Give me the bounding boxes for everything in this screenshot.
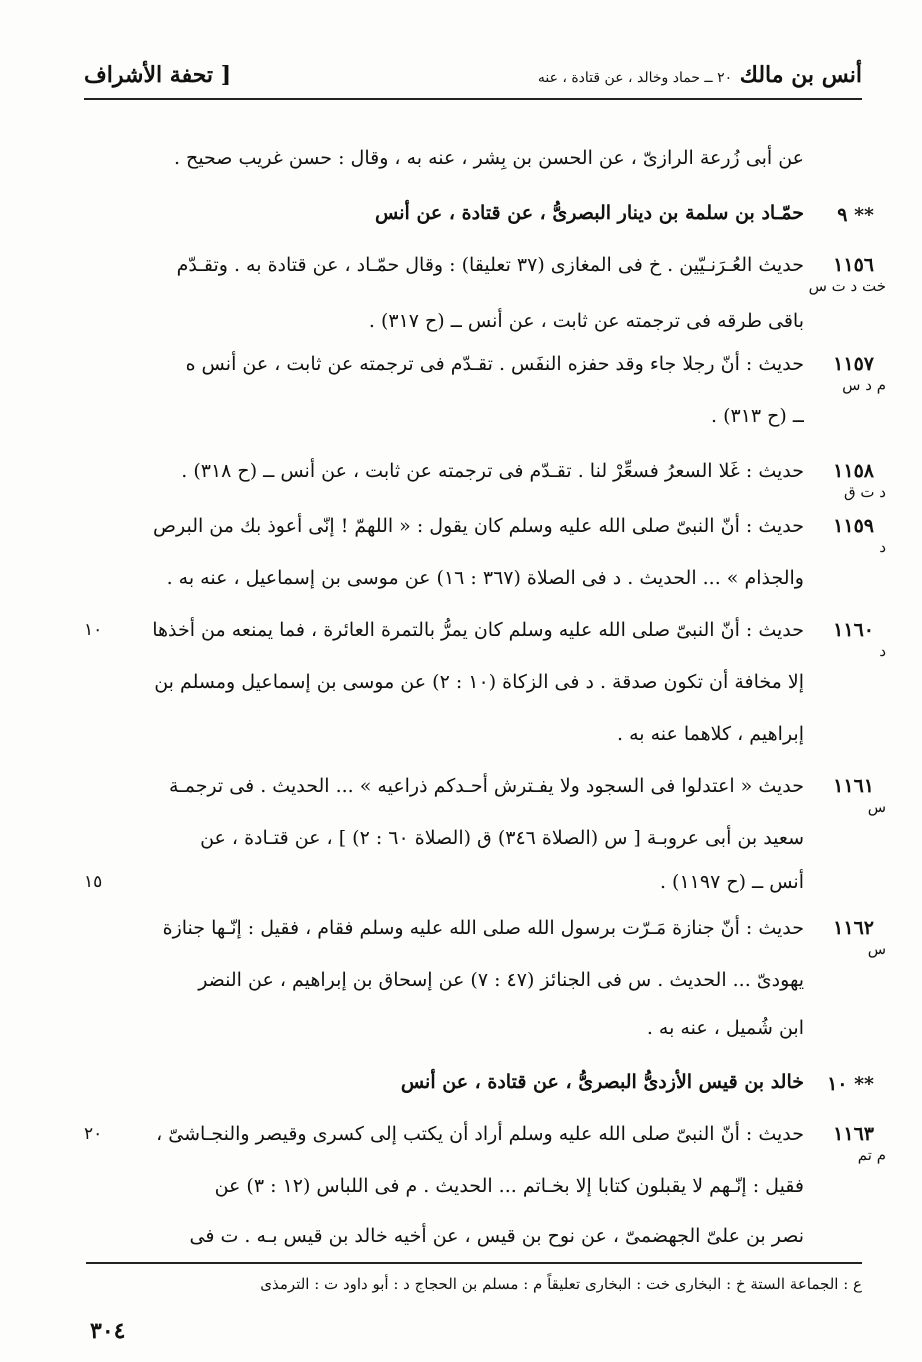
text-line: عن أبى زُرعة الرازىّ ، عن الحسن بن بِشر ، عنه به ، وقال : حسن غريب صحيح . bbox=[173, 147, 804, 169]
text-line: حديث : أنّ النبىّ صلى الله عليه وسلم أراد أن يكتب إلى كسرى وقيصر والنجـاشىّ ، bbox=[156, 1123, 804, 1145]
footer-legend: ع : الجماعة الستة خ : البخارى خت : البخارى تعليقاً م : مسلم بن الحجاج د : أبو داود ت : الترمذى bbox=[260, 1275, 862, 1293]
page-number: ٣٠٤ bbox=[90, 1318, 126, 1344]
hadith-number: ** ٩ bbox=[837, 204, 874, 226]
text-line: حديث « اعتدلوا فى السجود ولا يفـترش أحـدكم ذراعيه » ... الحديث . فى ترجمـة bbox=[168, 775, 804, 797]
hadith-number: ١١٦١ bbox=[833, 775, 874, 797]
text-line: حديث : أنّ النبىّ صلى الله عليه وسلم كان يقول : « اللهمّ ! إنّى أعوذ بك من البرص bbox=[153, 515, 804, 537]
margin-line-number: ١٥ bbox=[84, 872, 103, 892]
text-line: ابن شُميل ، عنه به . bbox=[646, 1017, 804, 1039]
text-line: حديث : أنّ جنازة مَـرّت برسول الله صلى الله عليه وسلم فقام ، فقيل : إنّـها جنازة bbox=[162, 917, 804, 939]
text-line: نصر بن علىّ الجهضمىّ ، عن نوح بن قيس ، عن أخيه خالد بن قيس بـه . ت فى bbox=[189, 1225, 804, 1247]
margin-line-number: ٢٠ bbox=[84, 1124, 103, 1144]
source-sigla: م تم bbox=[857, 1146, 886, 1164]
hadith-number: ١١٦٠ bbox=[833, 619, 874, 641]
text-line: يهودىّ ... الحديث . س فى الجنائز (٤٧ : ٧) عن إسحاق بن إبراهيم ، عن النضر bbox=[198, 969, 804, 991]
header-chapter: ٢٠ ــ حماد وخالد ، عن قتادة ، عنه bbox=[537, 70, 733, 86]
text-line: إلا مخافة أن تكون صدقة . د فى الزكاة (١٠ : ٢) عن موسى بن إسماعيل ومسلم بن bbox=[154, 671, 804, 693]
hadith-number: ١١٦٢ bbox=[833, 917, 874, 939]
footer-rule bbox=[86, 1262, 862, 1264]
hadith-number: ١١٥٦ bbox=[833, 254, 874, 276]
hadith-number: ١١٦٣ bbox=[833, 1123, 874, 1145]
header-author: أنس بن مالك bbox=[739, 62, 862, 88]
text-line: إبراهيم ، كلاهما عنه به . bbox=[616, 723, 804, 745]
text-line: حديث : أنّ النبىّ صلى الله عليه وسلم كان يمرُّ بالتمرة العائرة ، فما يمنعه من أخذها bbox=[152, 619, 804, 641]
text-line: حديث العُـرَنـيّين . خ فى المغازى (٣٧ تعليقا) : وقال حمّـاد ، عن قتادة به . وتقـدّم bbox=[176, 254, 804, 276]
text-line: والجذام » ... الحديث . د فى الصلاة (٣٦٧ : ١٦) عن موسى بن إسماعيل ، عنه به . bbox=[166, 567, 804, 589]
text-line: ــ (ح ٣١٣) . bbox=[710, 405, 804, 427]
text-line: حديث : أنّ رجلا جاء وقد حفزه النفَس . تقـدّم فى ترجمته عن ثابت ، عن أنس ه bbox=[185, 353, 804, 375]
text-line: فقيل : إنّـهم لا يقبلون كتابا إلا بخـاتم ... الحديث . م فى اللباس (١٢ : ٣) عن bbox=[214, 1175, 804, 1197]
source-sigla: م د س bbox=[842, 376, 886, 394]
text-line: حمّـاد بن سلمة بن دينار البصرىُّ ، عن قتادة ، عن أنس bbox=[375, 202, 804, 224]
header-right bbox=[538, 62, 862, 88]
hadith-number: ١١٥٩ bbox=[833, 515, 874, 537]
source-sigla: س bbox=[867, 940, 886, 958]
source-sigla: د ت ق bbox=[844, 483, 886, 501]
text-line: أنس ــ (ح ١١٩٧) . bbox=[659, 871, 804, 893]
hadith-number: ١١٥٧ bbox=[833, 353, 874, 375]
text-line: خالد بن قيس الأزدىُّ البصرىُّ ، عن قتادة ، عن أنس bbox=[400, 1071, 804, 1093]
hadith-number: ** ١٠ bbox=[827, 1073, 874, 1095]
source-sigla: س bbox=[867, 798, 886, 816]
text-line: حديث : غَلا السعرُ فسعِّرْ لنا . تقـدّم فى ترجمته عن ثابت ، عن أنس ــ (ح ٣١٨) . bbox=[181, 460, 804, 482]
hadith-number: ١١٥٨ bbox=[833, 460, 874, 482]
source-sigla: د bbox=[879, 642, 886, 660]
source-sigla: خت د ت س bbox=[808, 277, 886, 295]
source-sigla: د bbox=[879, 538, 886, 556]
text-line: سعيد بن أبى عروبـة [ س (الصلاة ٣٤٦) ق (الصلاة ٦٠ : ٢) ] ، عن قتـادة ، عن bbox=[200, 827, 804, 849]
margin-line-number: ١٠ bbox=[84, 620, 103, 640]
header-book-title: [ تحفة الأشراف bbox=[84, 62, 232, 88]
text-line: باقى طرقه فى ترجمته عن ثابت ، عن أنس ــ (ح ٣١٧) . bbox=[368, 310, 804, 332]
running-header bbox=[84, 58, 862, 100]
